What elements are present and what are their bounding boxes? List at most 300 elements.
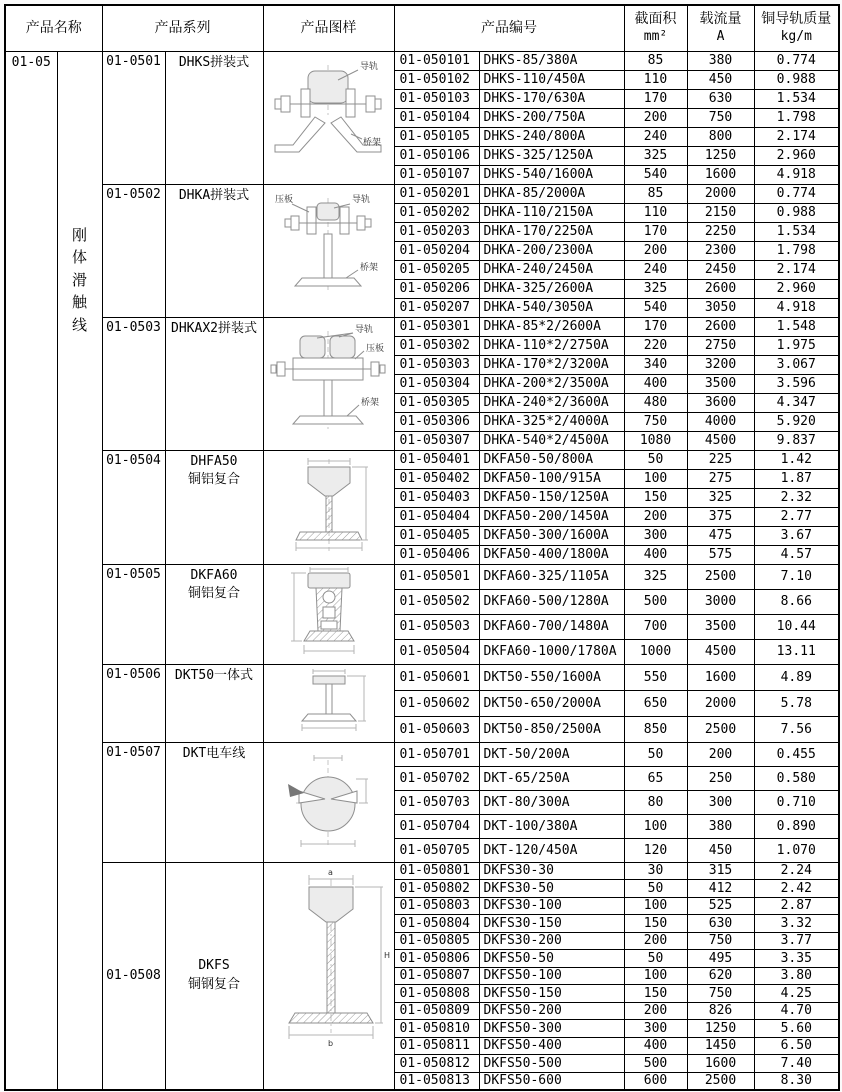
area-cell: 325	[624, 279, 687, 298]
part-model-cell: DKFA60-500/1280A	[479, 589, 624, 614]
mass-cell: 2.960	[754, 146, 839, 165]
current-cell: 412	[687, 880, 754, 898]
current-cell: 630	[687, 89, 754, 108]
mass-cell: 2.32	[754, 488, 839, 507]
series-code-cell: 01-0505	[102, 564, 165, 664]
part-model-cell: DKFA50-300/1600A	[479, 526, 624, 545]
part-model-cell: DKFA50-400/1800A	[479, 545, 624, 564]
mass-cell: 1.798	[754, 241, 839, 260]
series-code-cell: 01-0501	[102, 51, 165, 184]
dhfa50-profile-drawing	[266, 453, 392, 561]
part-model-cell: DKFA50-50/800A	[479, 450, 624, 469]
part-model-cell: DHKA-110*2/2750A	[479, 336, 624, 355]
part-no-cell: 01-050104	[394, 108, 479, 127]
mass-cell: 1.975	[754, 336, 839, 355]
series-name-cell: DKT50一体式	[165, 664, 263, 742]
mass-cell: 4.57	[754, 545, 839, 564]
area-cell: 150	[624, 915, 687, 933]
header-series: 产品系列	[102, 5, 263, 51]
mass-cell: 7.56	[754, 716, 839, 742]
mass-cell: 4.347	[754, 393, 839, 412]
mass-cell: 1.548	[754, 317, 839, 336]
series-name-cell: DHKAX2拼装式	[165, 317, 263, 450]
area-cell: 500	[624, 589, 687, 614]
series-name-cell: DHFA50 铜铝复合	[165, 450, 263, 564]
series-name-cell: DHKA拼装式	[165, 184, 263, 317]
plate-label: 压板	[274, 194, 293, 205]
mass-cell: 3.77	[754, 932, 839, 950]
dkfa60-profile-drawing	[266, 567, 392, 661]
dhkax2-assembly-drawing	[265, 321, 393, 447]
part-model-cell: DKT-80/300A	[479, 790, 624, 814]
part-model-cell: DKT-120/450A	[479, 838, 624, 862]
drawing-cell	[263, 317, 394, 450]
current-cell: 2500	[687, 716, 754, 742]
current-cell: 4000	[687, 412, 754, 431]
area-cell: 1080	[624, 431, 687, 450]
current-cell: 325	[687, 488, 754, 507]
part-no-cell: 01-050303	[394, 355, 479, 374]
mass-cell: 4.918	[754, 165, 839, 184]
header-drawing: 产品图样	[263, 5, 394, 51]
area-cell: 200	[624, 932, 687, 950]
part-model-cell: DHKA-170/2250A	[479, 222, 624, 241]
part-no-cell: 01-050102	[394, 70, 479, 89]
current-cell: 315	[687, 862, 754, 880]
mass-cell: 3.32	[754, 915, 839, 933]
series-code-cell: 01-0504	[102, 450, 165, 564]
current-cell: 620	[687, 967, 754, 985]
part-model-cell: DHKA-240/2450A	[479, 260, 624, 279]
current-cell: 380	[687, 814, 754, 838]
part-model-cell: DKFS50-600	[479, 1072, 624, 1090]
part-no-cell: 01-050201	[394, 184, 479, 203]
product-name-vertical: 刚体滑触线	[71, 225, 87, 334]
product-name-cell	[57, 51, 102, 1090]
part-no-cell: 01-050812	[394, 1055, 479, 1073]
part-model-cell: DHKS-170/630A	[479, 89, 624, 108]
part-no-cell: 01-050106	[394, 146, 479, 165]
part-model-cell: DHKS-85/380A	[479, 51, 624, 70]
part-model-cell: DHKA-110/2150A	[479, 203, 624, 222]
part-model-cell: DKT50-850/2500A	[479, 716, 624, 742]
table-row	[5, 51, 839, 70]
current-cell: 275	[687, 469, 754, 488]
header-part-no: 产品编号	[394, 5, 624, 51]
area-cell: 200	[624, 108, 687, 127]
part-model-cell: DKFS50-100	[479, 967, 624, 985]
current-cell: 826	[687, 1002, 754, 1020]
part-model-cell: DKT-65/250A	[479, 766, 624, 790]
current-cell: 375	[687, 507, 754, 526]
area-cell: 150	[624, 985, 687, 1003]
dkt50-profile-drawing	[266, 667, 392, 739]
area-cell: 600	[624, 1072, 687, 1090]
area-cell: 325	[624, 564, 687, 589]
area-cell: 100	[624, 814, 687, 838]
current-cell: 630	[687, 915, 754, 933]
part-no-cell: 01-050101	[394, 51, 479, 70]
current-cell: 1600	[687, 165, 754, 184]
current-cell: 750	[687, 985, 754, 1003]
current-cell: 2000	[687, 690, 754, 716]
area-cell: 50	[624, 450, 687, 469]
mass-cell: 0.774	[754, 184, 839, 203]
area-cell: 85	[624, 184, 687, 203]
series-code-cell: 01-0506	[102, 664, 165, 742]
area-cell: 100	[624, 967, 687, 985]
part-no-cell: 01-050307	[394, 431, 479, 450]
mass-cell: 4.89	[754, 664, 839, 690]
part-no-cell: 01-050304	[394, 374, 479, 393]
catalog-table	[4, 4, 840, 1091]
part-model-cell: DHKS-325/1250A	[479, 146, 624, 165]
mass-cell: 1.87	[754, 469, 839, 488]
area-cell: 480	[624, 393, 687, 412]
part-model-cell: DKT50-650/2000A	[479, 690, 624, 716]
part-model-cell: DKFS50-500	[479, 1055, 624, 1073]
part-model-cell: DHKA-240*2/3600A	[479, 393, 624, 412]
part-no-cell: 01-050105	[394, 127, 479, 146]
part-no-cell: 01-050205	[394, 260, 479, 279]
part-no-cell: 01-050305	[394, 393, 479, 412]
part-model-cell: DKFS30-100	[479, 897, 624, 915]
mass-cell: 7.40	[754, 1055, 839, 1073]
mass-cell: 8.30	[754, 1072, 839, 1090]
table-row	[5, 742, 839, 766]
table-row	[5, 317, 839, 336]
mass-cell: 6.50	[754, 1037, 839, 1055]
current-cell: 750	[687, 932, 754, 950]
current-cell: 575	[687, 545, 754, 564]
current-cell: 1600	[687, 1055, 754, 1073]
mass-cell: 2.24	[754, 862, 839, 880]
mass-cell: 3.067	[754, 355, 839, 374]
part-model-cell: DKT50-550/1600A	[479, 664, 624, 690]
header-mass: 铜导轨质量 kg/m	[754, 5, 839, 51]
header-current: 载流量 A	[687, 5, 754, 51]
mass-cell: 1.534	[754, 222, 839, 241]
area-cell: 120	[624, 838, 687, 862]
part-no-cell: 01-050808	[394, 985, 479, 1003]
current-cell: 2250	[687, 222, 754, 241]
drawing-cell	[263, 51, 394, 184]
series-code-cell: 01-0502	[102, 184, 165, 317]
part-model-cell: DHKS-200/750A	[479, 108, 624, 127]
dim-bottom-label: b	[327, 1038, 333, 1048]
area-cell: 50	[624, 880, 687, 898]
part-model-cell: DKFA50-150/1250A	[479, 488, 624, 507]
mass-cell: 2.42	[754, 880, 839, 898]
part-no-cell: 01-050405	[394, 526, 479, 545]
series-name-cell: DKFA60 铜铝复合	[165, 564, 263, 664]
area-cell: 170	[624, 222, 687, 241]
part-no-cell: 01-050503	[394, 614, 479, 639]
part-no-cell: 01-050403	[394, 488, 479, 507]
dkt50-shapes	[302, 669, 366, 731]
area-cell: 750	[624, 412, 687, 431]
area-cell: 200	[624, 507, 687, 526]
area-cell: 110	[624, 203, 687, 222]
part-model-cell: DKFS30-50	[479, 880, 624, 898]
part-model-cell: DKFA60-700/1480A	[479, 614, 624, 639]
dhks-assembly-drawing	[265, 55, 393, 181]
current-cell: 2500	[687, 564, 754, 589]
part-model-cell: DKFS50-300	[479, 1020, 624, 1038]
bridge-label: 桥架	[362, 137, 381, 148]
part-no-cell: 01-050404	[394, 507, 479, 526]
dkfs-shapes	[289, 875, 383, 1039]
current-cell: 225	[687, 450, 754, 469]
mass-cell: 3.596	[754, 374, 839, 393]
header-row	[5, 5, 839, 51]
part-model-cell: DKFA50-200/1450A	[479, 507, 624, 526]
dhka-assembly-drawing	[265, 188, 393, 314]
part-no-cell: 01-050803	[394, 897, 479, 915]
part-model-cell: DHKA-325*2/4000A	[479, 412, 624, 431]
area-cell: 550	[624, 664, 687, 690]
area-cell: 220	[624, 336, 687, 355]
part-no-cell: 01-050806	[394, 950, 479, 968]
bridge-label: 桥架	[359, 262, 378, 273]
area-cell: 170	[624, 317, 687, 336]
drawing-cell	[263, 450, 394, 564]
current-cell: 450	[687, 838, 754, 862]
area-cell: 400	[624, 545, 687, 564]
rail-label: 导轨	[351, 194, 370, 205]
table-row	[5, 184, 839, 203]
current-cell: 300	[687, 790, 754, 814]
part-no-cell: 01-050601	[394, 664, 479, 690]
part-no-cell: 01-050401	[394, 450, 479, 469]
current-cell: 250	[687, 766, 754, 790]
mass-cell: 4.70	[754, 1002, 839, 1020]
mass-cell: 4.918	[754, 298, 839, 317]
part-model-cell: DHKA-540*2/4500A	[479, 431, 624, 450]
mass-cell: 3.35	[754, 950, 839, 968]
current-cell: 3050	[687, 298, 754, 317]
dhfa50-shapes	[296, 458, 368, 551]
current-cell: 2600	[687, 279, 754, 298]
current-cell: 2300	[687, 241, 754, 260]
mass-cell: 5.920	[754, 412, 839, 431]
area-cell: 400	[624, 1037, 687, 1055]
series-code-cell: 01-0503	[102, 317, 165, 450]
part-model-cell: DKFS50-150	[479, 985, 624, 1003]
part-no-cell: 01-050704	[394, 814, 479, 838]
part-no-cell: 01-050406	[394, 545, 479, 564]
mass-cell: 9.837	[754, 431, 839, 450]
mass-cell: 0.580	[754, 766, 839, 790]
area-cell: 50	[624, 742, 687, 766]
current-cell: 200	[687, 742, 754, 766]
part-no-cell: 01-050203	[394, 222, 479, 241]
mass-cell: 0.710	[754, 790, 839, 814]
part-no-cell: 01-050207	[394, 298, 479, 317]
mass-cell: 5.60	[754, 1020, 839, 1038]
mass-cell: 0.890	[754, 814, 839, 838]
current-cell: 2600	[687, 317, 754, 336]
part-no-cell: 01-050801	[394, 862, 479, 880]
mass-cell: 2.77	[754, 507, 839, 526]
drawing-cell	[263, 862, 394, 1090]
current-cell: 3200	[687, 355, 754, 374]
area-cell: 100	[624, 897, 687, 915]
part-model-cell: DKFS30-200	[479, 932, 624, 950]
table-row	[5, 450, 839, 469]
mass-cell: 0.774	[754, 51, 839, 70]
part-no-cell: 01-050504	[394, 639, 479, 664]
mass-cell: 1.798	[754, 108, 839, 127]
area-cell: 850	[624, 716, 687, 742]
part-model-cell: DKFA60-1000/1780A	[479, 639, 624, 664]
mass-cell: 0.455	[754, 742, 839, 766]
part-no-cell: 01-050811	[394, 1037, 479, 1055]
drawing-cell	[263, 564, 394, 664]
series-name-cell: DKFS 铜钢复合	[165, 862, 263, 1090]
mass-cell: 2.174	[754, 260, 839, 279]
part-model-cell: DHKA-200*2/3500A	[479, 374, 624, 393]
area-cell: 240	[624, 127, 687, 146]
area-cell: 325	[624, 146, 687, 165]
mass-cell: 8.66	[754, 589, 839, 614]
part-no-cell: 01-050202	[394, 203, 479, 222]
area-cell: 540	[624, 298, 687, 317]
part-no-cell: 01-050501	[394, 564, 479, 589]
part-model-cell: DKT-50/200A	[479, 742, 624, 766]
table-row	[5, 564, 839, 589]
area-cell: 200	[624, 1002, 687, 1020]
part-no-cell: 01-050302	[394, 336, 479, 355]
mass-cell: 2.960	[754, 279, 839, 298]
area-cell: 200	[624, 241, 687, 260]
part-no-cell: 01-050705	[394, 838, 479, 862]
drawing-cell	[263, 184, 394, 317]
part-model-cell: DHKS-110/450A	[479, 70, 624, 89]
part-no-cell: 01-050306	[394, 412, 479, 431]
current-cell: 2450	[687, 260, 754, 279]
part-model-cell: DKFS50-400	[479, 1037, 624, 1055]
part-model-cell: DHKA-85*2/2600A	[479, 317, 624, 336]
part-no-cell: 01-050805	[394, 932, 479, 950]
series-code-cell: 01-0508	[102, 862, 165, 1090]
header-product-name: 产品名称	[5, 5, 102, 51]
dim-top-label: a	[327, 867, 333, 877]
part-no-cell: 01-050602	[394, 690, 479, 716]
mass-cell: 0.988	[754, 203, 839, 222]
current-cell: 1250	[687, 146, 754, 165]
part-no-cell: 01-050810	[394, 1020, 479, 1038]
current-cell: 380	[687, 51, 754, 70]
mass-cell: 1.42	[754, 450, 839, 469]
area-cell: 30	[624, 862, 687, 880]
area-cell: 80	[624, 790, 687, 814]
mass-cell: 10.44	[754, 614, 839, 639]
area-cell: 340	[624, 355, 687, 374]
area-cell: 240	[624, 260, 687, 279]
series-code-cell: 01-0507	[102, 742, 165, 862]
series-name-cell: DKT电车线	[165, 742, 263, 862]
current-cell: 525	[687, 897, 754, 915]
area-cell: 400	[624, 374, 687, 393]
area-cell: 150	[624, 488, 687, 507]
current-cell: 2750	[687, 336, 754, 355]
plate-label: 压板	[365, 343, 384, 354]
part-model-cell: DHKA-200/2300A	[479, 241, 624, 260]
current-cell: 450	[687, 70, 754, 89]
part-no-cell: 01-050204	[394, 241, 479, 260]
dkfa60-shapes	[291, 567, 354, 654]
mass-cell: 2.87	[754, 897, 839, 915]
dkfs-profile-drawing	[265, 863, 393, 1089]
mass-cell: 4.25	[754, 985, 839, 1003]
current-cell: 750	[687, 108, 754, 127]
part-model-cell: DKFA50-100/915A	[479, 469, 624, 488]
area-cell: 100	[624, 469, 687, 488]
table-row	[5, 664, 839, 690]
part-no-cell: 01-050402	[394, 469, 479, 488]
part-model-cell: DKT-100/380A	[479, 814, 624, 838]
part-model-cell: DKFS30-30	[479, 862, 624, 880]
part-no-cell: 01-050206	[394, 279, 479, 298]
mass-cell: 5.78	[754, 690, 839, 716]
mass-cell: 1.070	[754, 838, 839, 862]
mass-cell: 1.534	[754, 89, 839, 108]
dhka-shapes	[285, 198, 371, 290]
dkt-shapes	[288, 755, 368, 847]
part-model-cell: DHKA-170*2/3200A	[479, 355, 624, 374]
current-cell: 3500	[687, 614, 754, 639]
part-model-cell: DKFS30-150	[479, 915, 624, 933]
area-cell: 50	[624, 950, 687, 968]
current-cell: 2000	[687, 184, 754, 203]
mass-cell: 3.80	[754, 967, 839, 985]
area-cell: 170	[624, 89, 687, 108]
area-cell: 300	[624, 526, 687, 545]
drawing-cell	[263, 742, 394, 862]
part-no-cell: 01-050804	[394, 915, 479, 933]
area-cell: 540	[624, 165, 687, 184]
current-cell: 4500	[687, 431, 754, 450]
part-no-cell: 01-050807	[394, 967, 479, 985]
current-cell: 1600	[687, 664, 754, 690]
current-cell: 495	[687, 950, 754, 968]
area-cell: 300	[624, 1020, 687, 1038]
current-cell: 800	[687, 127, 754, 146]
part-model-cell: DHKA-325/2600A	[479, 279, 624, 298]
current-cell: 2150	[687, 203, 754, 222]
area-cell: 500	[624, 1055, 687, 1073]
series-name-cell: DHKS拼装式	[165, 51, 263, 184]
part-no-cell: 01-050809	[394, 1002, 479, 1020]
part-no-cell: 01-050502	[394, 589, 479, 614]
current-cell: 3600	[687, 393, 754, 412]
drawing-cell	[263, 664, 394, 742]
part-model-cell: DKFS50-50	[479, 950, 624, 968]
current-cell: 1450	[687, 1037, 754, 1055]
current-cell: 1250	[687, 1020, 754, 1038]
dkt-trolley-wire-drawing	[266, 746, 392, 858]
part-no-cell: 01-050701	[394, 742, 479, 766]
mass-cell: 0.988	[754, 70, 839, 89]
current-cell: 3500	[687, 374, 754, 393]
part-no-cell: 01-050813	[394, 1072, 479, 1090]
table-row	[5, 862, 839, 880]
rail-label: 导轨	[354, 324, 373, 335]
area-cell: 85	[624, 51, 687, 70]
part-model-cell: DKFS50-200	[479, 1002, 624, 1020]
part-no-cell: 01-050103	[394, 89, 479, 108]
